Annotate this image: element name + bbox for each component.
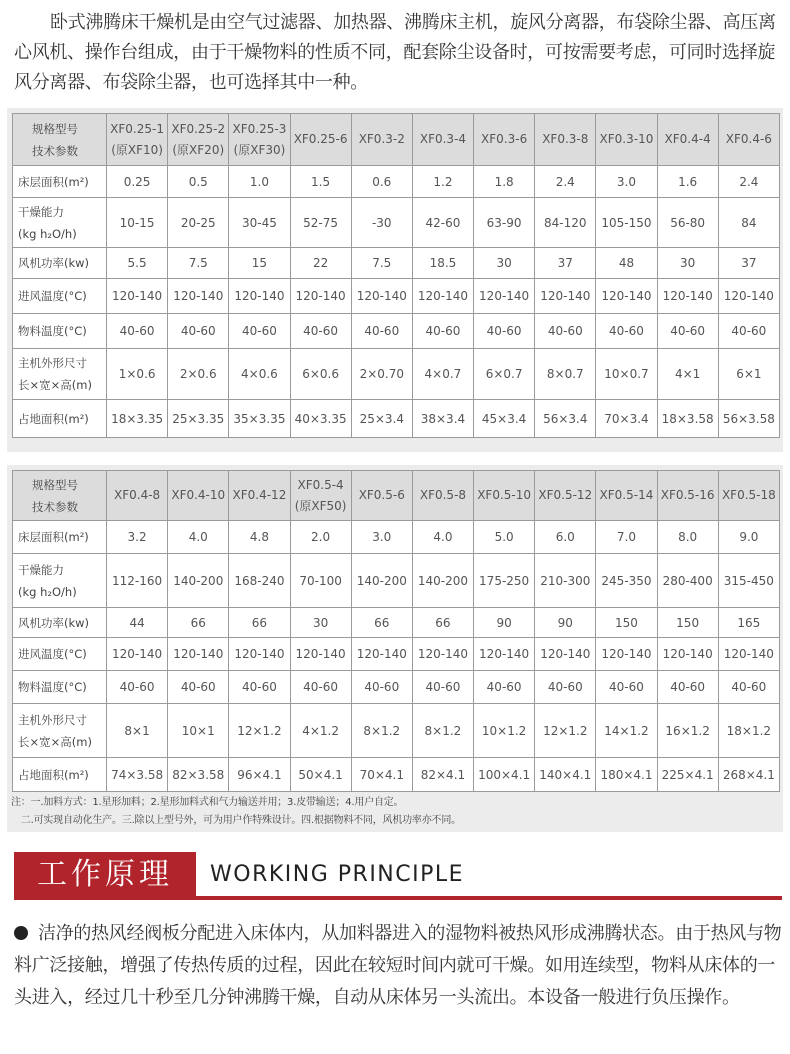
value-cell: 4×0.6 xyxy=(229,349,290,400)
value-cell: 7.0 xyxy=(596,521,657,554)
model-name: XF0.5-12 xyxy=(538,488,593,502)
model-header-cell xyxy=(718,114,779,166)
value-cell: 2×0.70 xyxy=(351,349,412,400)
value-cell: 1.2 xyxy=(412,166,473,198)
value-cell: 4.0 xyxy=(168,521,229,554)
value-cell: 70×4.1 xyxy=(351,758,412,792)
value-cell: 10-15 xyxy=(107,198,168,248)
header-label-cell xyxy=(13,114,107,166)
value-cell: 6.0 xyxy=(535,521,596,554)
model-name: XF0.5-8 xyxy=(419,488,467,502)
value-cell: 40-60 xyxy=(657,314,718,349)
value-cell: 66 xyxy=(168,608,229,638)
value-cell: 37 xyxy=(718,248,779,279)
row-label-cell xyxy=(13,314,107,349)
row-label: 床层面积(m²) xyxy=(18,530,89,544)
section-title-cn: 工作原理 xyxy=(14,852,196,898)
spec-table-1 xyxy=(12,113,780,438)
value-cell: 84-120 xyxy=(535,198,596,248)
model-name: XF0.3-8 xyxy=(542,132,589,146)
value-cell: 30 xyxy=(290,608,351,638)
value-cell: 225×4.1 xyxy=(657,758,718,792)
value-cell: 20-25 xyxy=(168,198,229,248)
value-cell: 40-60 xyxy=(596,314,657,349)
model-name: XF0.25-6 xyxy=(293,132,348,146)
value-cell: 140-200 xyxy=(168,554,229,608)
value-cell: 1×0.6 xyxy=(107,349,168,400)
table-row xyxy=(13,400,780,438)
value-cell: 56×3.4 xyxy=(535,400,596,438)
value-cell: 150 xyxy=(596,608,657,638)
section-divider xyxy=(14,896,782,900)
row-label: 床层面积(m²) xyxy=(18,174,89,189)
value-cell: 6×0.6 xyxy=(290,349,351,400)
table-row xyxy=(13,704,780,758)
value-cell: 96×4.1 xyxy=(229,758,290,792)
value-cell: 9.0 xyxy=(718,521,779,554)
value-cell: 4×0.7 xyxy=(412,349,473,400)
model-header-cell xyxy=(718,471,779,521)
model-name: XF0.25-1 xyxy=(110,121,164,136)
model-header-cell xyxy=(229,114,290,166)
row-label-cell xyxy=(13,608,107,638)
model-header-cell xyxy=(351,114,412,166)
note-line-1: 注：一.加料方式：1.星形加料；2.星形加料式和气力输送并用；3.皮带输送；4.用户自定。 xyxy=(11,797,404,808)
header-label-cell xyxy=(13,471,107,521)
value-cell: 40-60 xyxy=(229,671,290,704)
model-name: XF0.25-2 xyxy=(171,121,226,136)
value-cell: 120-140 xyxy=(657,279,718,314)
value-cell: 90 xyxy=(535,608,596,638)
model-header-cell xyxy=(290,471,351,521)
value-cell: 165 xyxy=(718,608,779,638)
value-cell: 40-60 xyxy=(657,671,718,704)
value-cell: 40-60 xyxy=(718,671,779,704)
table-row xyxy=(13,248,780,279)
value-cell: 18.5 xyxy=(412,248,473,279)
value-cell: 30 xyxy=(474,248,535,279)
value-cell: 140×4.1 xyxy=(535,758,596,792)
value-cell: 8×1 xyxy=(107,704,168,758)
value-cell: 280-400 xyxy=(657,554,718,608)
value-cell: 40-60 xyxy=(290,314,351,349)
value-cell: 268×4.1 xyxy=(718,758,779,792)
model-name: XF0.5-4 xyxy=(297,477,344,492)
value-cell: 112-160 xyxy=(107,554,168,608)
value-cell: 4×1.2 xyxy=(290,704,351,758)
model-name: XF0.4-12 xyxy=(232,488,287,502)
row-label-cell xyxy=(13,704,107,758)
model-header-cell xyxy=(412,471,473,521)
value-cell: 140-200 xyxy=(351,554,412,608)
model-name: XF0.5-10 xyxy=(477,488,532,502)
value-cell: 168-240 xyxy=(229,554,290,608)
model-name: XF0.4-6 xyxy=(725,132,772,146)
value-cell: 18×3.58 xyxy=(657,400,718,438)
model-header-cell xyxy=(657,114,718,166)
value-cell: 82×3.58 xyxy=(168,758,229,792)
value-cell: 16×1.2 xyxy=(657,704,718,758)
value-cell: 10×1.2 xyxy=(474,704,535,758)
model-header-cell xyxy=(107,471,168,521)
header-label-line: 规格型号 xyxy=(32,121,78,136)
value-cell: 4×1 xyxy=(657,349,718,400)
value-cell: 120-140 xyxy=(535,279,596,314)
value-cell: 1.6 xyxy=(657,166,718,198)
value-cell: 45×3.4 xyxy=(474,400,535,438)
value-cell: 0.25 xyxy=(107,166,168,198)
row-label-cell xyxy=(13,349,107,400)
value-cell: 3.0 xyxy=(351,521,412,554)
value-cell: 10×0.7 xyxy=(596,349,657,400)
table-row xyxy=(13,608,780,638)
value-cell: 120-140 xyxy=(107,279,168,314)
row-label: 物料温度(°C) xyxy=(18,680,87,694)
value-cell: 1.5 xyxy=(290,166,351,198)
value-cell: 40-60 xyxy=(412,314,473,349)
row-label-cell xyxy=(13,166,107,198)
value-cell: 74×3.58 xyxy=(107,758,168,792)
value-cell: 30 xyxy=(657,248,718,279)
value-cell: 84 xyxy=(718,198,779,248)
value-cell: 0.5 xyxy=(168,166,229,198)
value-cell: 105-150 xyxy=(596,198,657,248)
value-cell: 40-60 xyxy=(596,671,657,704)
value-cell: -30 xyxy=(351,198,412,248)
spec-table-2 xyxy=(12,470,780,792)
value-cell: 120-140 xyxy=(229,279,290,314)
table-row xyxy=(13,638,780,671)
value-cell: 5.0 xyxy=(474,521,535,554)
table-row xyxy=(13,349,780,400)
model-name: XF0.5-18 xyxy=(721,488,776,502)
section-title-en: WORKING PRINCIPLE xyxy=(210,862,465,887)
value-cell: 2.4 xyxy=(718,166,779,198)
row-label-cell xyxy=(13,400,107,438)
value-cell: 40-60 xyxy=(535,671,596,704)
value-cell: 40-60 xyxy=(535,314,596,349)
header-label-line: 技术参数 xyxy=(32,143,78,158)
model-header-cell xyxy=(107,114,168,166)
model-header-cell xyxy=(535,114,596,166)
value-cell: 44 xyxy=(107,608,168,638)
value-cell: 15 xyxy=(229,248,290,279)
value-cell: 120-140 xyxy=(718,279,779,314)
model-name: XF0.5-16 xyxy=(660,488,715,502)
value-cell: 120-140 xyxy=(107,638,168,671)
table-row xyxy=(13,758,780,792)
table-row xyxy=(13,314,780,349)
value-cell: 8×0.7 xyxy=(535,349,596,400)
row-label-cell xyxy=(13,521,107,554)
value-cell: 120-140 xyxy=(535,638,596,671)
table-row xyxy=(13,279,780,314)
value-cell: 2×0.6 xyxy=(168,349,229,400)
value-cell: 25×3.4 xyxy=(351,400,412,438)
value-cell: 175-250 xyxy=(474,554,535,608)
value-cell: 56-80 xyxy=(657,198,718,248)
row-label: 进风温度(°C) xyxy=(18,647,87,661)
model-header-cell xyxy=(290,114,351,166)
value-cell: 2.0 xyxy=(290,521,351,554)
value-cell: 3.0 xyxy=(596,166,657,198)
value-cell: 120-140 xyxy=(290,279,351,314)
row-label: 占地面积(m²) xyxy=(18,767,89,782)
value-cell: 40-60 xyxy=(474,314,535,349)
model-header-cell xyxy=(474,471,535,521)
row-label-cell xyxy=(13,248,107,279)
model-name: (原XF10) xyxy=(111,142,163,157)
header-label-line: 技术参数 xyxy=(32,499,78,514)
value-cell: 40×3.35 xyxy=(290,400,351,438)
value-cell: 40-60 xyxy=(107,671,168,704)
model-name: XF0.4-10 xyxy=(171,488,226,502)
value-cell: 63-90 xyxy=(474,198,535,248)
value-cell: 180×4.1 xyxy=(596,758,657,792)
model-header-cell xyxy=(596,114,657,166)
value-cell: 140-200 xyxy=(412,554,473,608)
value-cell: 120-140 xyxy=(351,638,412,671)
row-label: 长×宽×高(m) xyxy=(18,734,92,749)
row-label: 长×宽×高(m) xyxy=(18,378,92,392)
value-cell: 3.2 xyxy=(107,521,168,554)
row-label-cell xyxy=(13,198,107,248)
value-cell: 120-140 xyxy=(412,279,473,314)
value-cell: 38×3.4 xyxy=(412,400,473,438)
row-label: 占地面积(m²) xyxy=(18,411,89,426)
model-header-cell xyxy=(474,114,535,166)
row-label-cell xyxy=(13,554,107,608)
model-header-cell xyxy=(412,114,473,166)
value-cell: 245-350 xyxy=(596,554,657,608)
model-header-cell xyxy=(535,471,596,521)
value-cell: 4.0 xyxy=(412,521,473,554)
value-cell: 1.8 xyxy=(474,166,535,198)
principle-paragraph xyxy=(14,918,782,1014)
value-cell: 120-140 xyxy=(718,638,779,671)
row-label: 进风温度(°C) xyxy=(18,289,87,303)
note-line-2: 二.可实现自动化生产。三.除以上型号外，可为用户作特殊设计。四.根据物料不同，风机功率亦不同。 xyxy=(11,815,461,826)
model-name: XF0.5-6 xyxy=(358,488,405,502)
value-cell: 120-140 xyxy=(474,638,535,671)
value-cell: 7.5 xyxy=(168,248,229,279)
model-header-cell xyxy=(351,471,412,521)
value-cell: 120-140 xyxy=(596,279,657,314)
value-cell: 40-60 xyxy=(351,314,412,349)
row-label: (kg h₂O/h) xyxy=(18,226,77,241)
principle-text: 洁净的热风经阀板分配进入床体内，从加料器进入的湿物料被热风形成沸腾状态。由于热风与物料广泛接触，增强了传热传质的过程，因此在较短时间内就可干燥。如用连续型，物料从床体的一头进入，经过几十秒至几分钟沸腾干燥，自动从床体另一头流出。本设备一般进行负压操作。 xyxy=(14,923,782,1008)
model-name: XF0.4-8 xyxy=(114,488,161,502)
model-name: XF0.4-4 xyxy=(664,132,711,146)
model-name: XF0.25-3 xyxy=(232,121,287,136)
row-label: 主机外形尺寸 xyxy=(18,712,87,727)
intro-paragraph: 卧式沸腾床干燥机是由空气过滤器、加热器、沸腾床主机，旋风分离器，布袋除尘器、高压离心风机、操作台组成，由于干燥物料的性质不同，配套除尘设备时，可按需要考虑，可同时选择旋风分离器、布袋除尘器，也可选择其中一种。 xyxy=(14,12,776,93)
value-cell: 52-75 xyxy=(290,198,351,248)
value-cell: 66 xyxy=(351,608,412,638)
header-label-line: 规格型号 xyxy=(32,477,78,492)
value-cell: 40-60 xyxy=(718,314,779,349)
value-cell: 120-140 xyxy=(168,638,229,671)
value-cell: 6×0.7 xyxy=(474,349,535,400)
model-name: XF0.5-14 xyxy=(599,488,654,502)
value-cell: 66 xyxy=(229,608,290,638)
model-header-cell xyxy=(168,471,229,521)
value-cell: 50×4.1 xyxy=(290,758,351,792)
row-label: 风机功率(kw) xyxy=(18,256,90,270)
value-cell: 120-140 xyxy=(596,638,657,671)
value-cell: 18×3.35 xyxy=(107,400,168,438)
value-cell: 6×1 xyxy=(718,349,779,400)
row-label: 干燥能力 xyxy=(18,204,64,219)
value-cell: 40-60 xyxy=(474,671,535,704)
table-row xyxy=(13,554,780,608)
model-name: (原XF30) xyxy=(233,142,286,157)
model-header-cell xyxy=(168,114,229,166)
row-label: 干燥能力 xyxy=(18,562,64,577)
value-cell: 120-140 xyxy=(412,638,473,671)
value-cell: 120-140 xyxy=(229,638,290,671)
value-cell: 37 xyxy=(535,248,596,279)
model-header-cell xyxy=(229,471,290,521)
value-cell: 8.0 xyxy=(657,521,718,554)
value-cell: 100×4.1 xyxy=(474,758,535,792)
value-cell: 12×1.2 xyxy=(535,704,596,758)
table-notes xyxy=(7,794,783,832)
row-label-cell xyxy=(13,638,107,671)
row-label-cell xyxy=(13,758,107,792)
value-cell: 7.5 xyxy=(351,248,412,279)
value-cell: 56×3.58 xyxy=(718,400,779,438)
model-name: XF0.3-4 xyxy=(419,132,467,146)
value-cell: 48 xyxy=(596,248,657,279)
value-cell: 120-140 xyxy=(351,279,412,314)
value-cell: 40-60 xyxy=(290,671,351,704)
value-cell: 30-45 xyxy=(229,198,290,248)
value-cell: 14×1.2 xyxy=(596,704,657,758)
value-cell: 1.0 xyxy=(229,166,290,198)
value-cell: 315-450 xyxy=(718,554,779,608)
value-cell: 120-140 xyxy=(657,638,718,671)
value-cell: 0.6 xyxy=(351,166,412,198)
value-cell: 120-140 xyxy=(474,279,535,314)
bullet-icon xyxy=(14,926,28,940)
value-cell: 120-140 xyxy=(290,638,351,671)
value-cell: 40-60 xyxy=(168,314,229,349)
value-cell: 40-60 xyxy=(107,314,168,349)
value-cell: 120-140 xyxy=(168,279,229,314)
value-cell: 150 xyxy=(657,608,718,638)
value-cell: 25×3.35 xyxy=(168,400,229,438)
row-label: 物料温度(°C) xyxy=(18,324,87,338)
table-row xyxy=(13,671,780,704)
value-cell: 35×3.35 xyxy=(229,400,290,438)
value-cell: 40-60 xyxy=(229,314,290,349)
value-cell: 18×1.2 xyxy=(718,704,779,758)
value-cell: 40-60 xyxy=(168,671,229,704)
value-cell: 4.8 xyxy=(229,521,290,554)
value-cell: 42-60 xyxy=(412,198,473,248)
model-name: XF0.3-10 xyxy=(599,132,654,146)
table-row xyxy=(13,198,780,248)
spec-table-2-panel xyxy=(7,465,783,794)
model-name: (原XF20) xyxy=(172,142,225,157)
model-name: XF0.3-2 xyxy=(358,132,405,146)
value-cell: 8×1.2 xyxy=(412,704,473,758)
model-name: (原XF50) xyxy=(294,498,347,513)
value-cell: 210-300 xyxy=(535,554,596,608)
model-header-cell xyxy=(596,471,657,521)
row-label: 主机外形尺寸 xyxy=(18,356,87,370)
value-cell: 8×1.2 xyxy=(351,704,412,758)
value-cell: 70-100 xyxy=(290,554,351,608)
value-cell: 2.4 xyxy=(535,166,596,198)
value-cell: 40-60 xyxy=(351,671,412,704)
table-row xyxy=(13,521,780,554)
value-cell: 5.5 xyxy=(107,248,168,279)
row-label: (kg h₂O/h) xyxy=(18,584,77,599)
row-label-cell xyxy=(13,671,107,704)
table-row xyxy=(13,166,780,198)
value-cell: 12×1.2 xyxy=(229,704,290,758)
row-label: 风机功率(kw) xyxy=(18,615,90,630)
value-cell: 90 xyxy=(474,608,535,638)
value-cell: 22 xyxy=(290,248,351,279)
value-cell: 82×4.1 xyxy=(412,758,473,792)
value-cell: 10×1 xyxy=(168,704,229,758)
row-label-cell xyxy=(13,279,107,314)
value-cell: 40-60 xyxy=(412,671,473,704)
value-cell: 66 xyxy=(412,608,473,638)
model-header-cell xyxy=(657,471,718,521)
model-name: XF0.3-6 xyxy=(481,132,528,146)
value-cell: 70×3.4 xyxy=(596,400,657,438)
spec-table-1-panel xyxy=(7,108,783,452)
